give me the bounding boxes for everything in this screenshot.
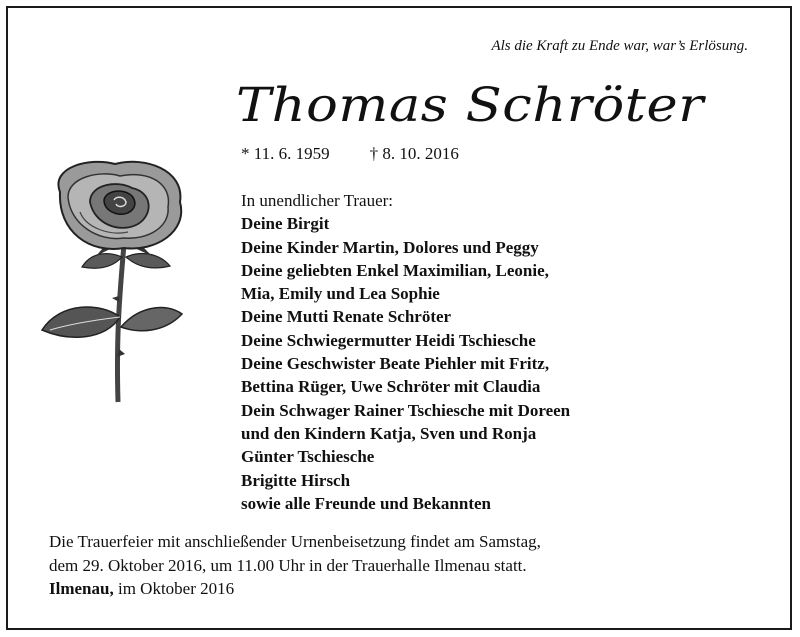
mourner-line: und den Kindern Katja, Sven und Ronja xyxy=(241,423,537,443)
place-date-line xyxy=(49,577,541,601)
mourner-line: sowie alle Freunde und Bekannten xyxy=(241,493,492,513)
mourner-line: Deine geliebten Enkel Maximilian, Leonie, xyxy=(241,260,549,280)
place-name: Ilmenau, xyxy=(49,579,114,598)
motto: Als die Kraft zu Ende war, war’s Erlösung. xyxy=(491,38,748,54)
ceremony-line: Die Trauerfeier mit anschließender Urnenbeisetzung findet am Samstag, xyxy=(49,532,541,551)
rose-icon xyxy=(20,152,200,412)
mourner-line: Deine Birgit xyxy=(241,214,330,234)
ceremony-info xyxy=(49,530,541,601)
obituary-notice xyxy=(6,6,792,630)
mourner-line: Mia, Emily und Lea Sophie xyxy=(241,284,440,304)
mourner-line: Bettina Rüger, Uwe Schröter mit Claudia xyxy=(241,377,541,397)
death-date: † 8. 10. 2016 xyxy=(369,144,459,163)
deceased-name: Thomas Schröter xyxy=(236,78,704,133)
ceremony-line: dem 29. Oktober 2016, um 11.00 Uhr in der Trauerhalle Ilmenau statt. xyxy=(49,555,527,575)
mourner-line: Deine Schwiegermutter Heidi Tschiesche xyxy=(241,330,536,350)
mourner-line: Günter Tschiesche xyxy=(241,447,375,467)
mourners-list xyxy=(241,189,570,515)
mourner-line: Brigitte Hirsch xyxy=(241,470,351,490)
mourner-line: Deine Mutti Renate Schröter xyxy=(241,307,452,327)
life-dates xyxy=(241,144,459,164)
notice-date: im Oktober 2016 xyxy=(113,579,235,598)
mourners-intro: In unendlicher Trauer: xyxy=(241,191,394,210)
mourner-line: Deine Geschwister Beate Piehler mit Fritz, xyxy=(241,354,550,374)
mourner-line: Deine Kinder Martin, Dolores und Peggy xyxy=(241,237,539,257)
birth-date: * 11. 6. 1959 xyxy=(241,144,330,163)
mourner-line: Dein Schwager Rainer Tschiesche mit Doreen xyxy=(241,400,571,420)
